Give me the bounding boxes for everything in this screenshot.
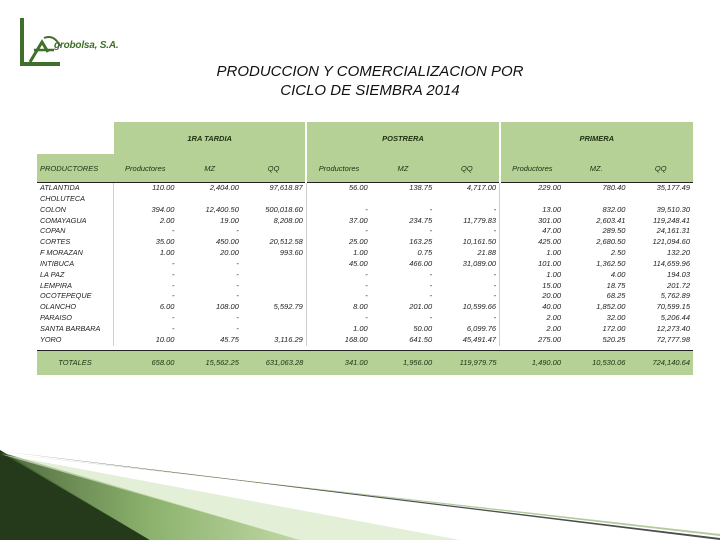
decorative-swoosh (0, 440, 720, 540)
value-cell: 50.00 (413, 323, 433, 333)
value-cell: 201.72 (667, 280, 690, 290)
group-header: 1RA TARDIA (113, 122, 306, 154)
department-name-cell: YORO (40, 334, 62, 344)
value-cell: 163.25 (409, 237, 433, 247)
value-cell: 8.00 (306, 302, 370, 313)
value-cell: 138.75 (409, 183, 433, 192)
value-cell: 5,592.79 (273, 302, 303, 312)
value-cell: 172.00 (602, 323, 626, 333)
value-cell: 1.00 (306, 248, 370, 259)
value-cell: 993.60 (279, 248, 303, 258)
column-header: Productores (500, 154, 564, 183)
page-title (150, 62, 590, 100)
value-cell: - (236, 291, 239, 301)
value-cell: 18.75 (606, 280, 626, 290)
totals-value: 658.00 (113, 350, 177, 375)
value-cell: 1.00 (500, 270, 564, 281)
value-cell: 2,404.00 (209, 183, 239, 192)
value-cell: 2.00 (500, 324, 564, 335)
value-cell (435, 194, 499, 205)
title-line-1: PRODUCCION Y COMERCIALIZACION POR (216, 63, 524, 80)
value-cell: 45.75 (220, 334, 239, 344)
value-cell: 201.00 (409, 302, 433, 312)
value-cell: 20.00 (500, 291, 564, 302)
value-cell: 24,161.31 (656, 226, 690, 236)
production-table (37, 122, 693, 375)
table-row (37, 194, 693, 205)
table-row (37, 335, 693, 346)
value-cell: - (236, 280, 239, 290)
value-cell: - (236, 269, 239, 279)
value-cell: 121,094.60 (652, 237, 690, 247)
column-header-name: PRODUCTORES (37, 154, 113, 183)
value-cell: - (306, 270, 370, 281)
value-cell: - (306, 281, 370, 292)
value-cell: - (113, 291, 177, 302)
value-cell: - (306, 291, 370, 302)
value-cell: 40.00 (500, 302, 564, 313)
department-name-cell: INTIBUCA (40, 258, 75, 268)
table-row (37, 313, 693, 324)
value-cell: - (493, 291, 497, 301)
value-cell: 6,099.76 (466, 323, 497, 333)
value-cell: 45,491.47 (462, 334, 497, 344)
value-cell: 832.00 (602, 204, 626, 214)
value-cell: 1.00 (306, 324, 370, 335)
value-cell (242, 281, 306, 292)
value-cell: 10,599.66 (462, 302, 497, 312)
value-cell (500, 194, 564, 205)
value-cell: 4.00 (610, 269, 626, 279)
value-cell: 3,116.29 (274, 334, 303, 344)
column-header-row (37, 154, 693, 183)
value-cell: 289.50 (602, 226, 626, 236)
value-cell: - (113, 259, 177, 270)
value-cell: 20,512.58 (269, 237, 303, 247)
department-name-cell: PARAISO (40, 313, 72, 323)
value-cell: 394.00 (113, 205, 177, 216)
value-cell: - (429, 291, 433, 301)
totals-value: 1,490.00 (500, 350, 564, 375)
value-cell: 68.25 (606, 291, 626, 301)
table-body (37, 183, 693, 346)
value-cell: 1,852.00 (596, 302, 626, 312)
column-header: MZ. (564, 154, 628, 183)
value-cell: 12,400.50 (205, 204, 239, 214)
value-cell: - (493, 226, 497, 236)
value-cell: - (236, 313, 239, 323)
column-header: Productores (306, 154, 370, 183)
value-cell: 35,177.49 (656, 183, 690, 192)
group-header: PRIMERA (500, 122, 693, 154)
value-cell: - (236, 323, 239, 333)
department-name-cell: CHOLUTECA (40, 193, 86, 203)
value-cell: 101.00 (500, 259, 564, 270)
value-cell (113, 194, 177, 205)
value-cell: - (493, 204, 497, 214)
value-cell: - (306, 313, 370, 324)
value-cell (371, 194, 435, 205)
value-cell: - (493, 280, 497, 290)
department-name-cell: LA PAZ (40, 269, 65, 279)
data-table (37, 122, 693, 375)
value-cell: 1,362.50 (596, 258, 626, 268)
column-header: MZ (177, 154, 241, 183)
value-cell: - (113, 313, 177, 324)
table-row (37, 281, 693, 292)
value-cell: 500,018.60 (265, 204, 303, 214)
value-cell: 4,717.00 (466, 183, 497, 192)
value-cell (242, 324, 306, 335)
value-cell: 2,680.50 (596, 237, 626, 247)
value-cell (242, 270, 306, 281)
value-cell: 780.40 (602, 183, 626, 192)
value-cell: 275.00 (500, 335, 564, 346)
column-header: QQ (628, 154, 693, 183)
value-cell: 39,510.30 (656, 204, 690, 214)
value-cell (628, 194, 693, 205)
value-cell: 15.00 (500, 281, 564, 292)
value-cell: 520.25 (602, 334, 626, 344)
table-row (37, 205, 693, 216)
value-cell: - (306, 205, 370, 216)
value-cell: 47.00 (500, 226, 564, 237)
value-cell: 45.00 (306, 259, 370, 270)
value-cell: 114,659.96 (653, 258, 690, 268)
department-name-cell: OCOTEPEQUE (40, 291, 92, 301)
value-cell: 72,777.98 (656, 334, 690, 344)
table-row (37, 226, 693, 237)
value-cell: 70,599.15 (656, 302, 690, 312)
value-cell: - (113, 226, 177, 237)
value-cell: 5,762.89 (660, 291, 690, 301)
value-cell: 132.20 (667, 248, 690, 258)
value-cell: 10,161.50 (462, 237, 497, 247)
value-cell: 234.75 (409, 215, 433, 225)
department-name-cell: LEMPIRA (40, 280, 73, 290)
value-cell: 10.00 (113, 335, 177, 346)
table-row (37, 270, 693, 281)
value-cell: - (306, 226, 370, 237)
value-cell (242, 259, 306, 270)
group-header-blank (37, 122, 113, 154)
value-cell (242, 226, 306, 237)
table-row (37, 291, 693, 302)
value-cell: - (429, 313, 433, 323)
value-cell: - (429, 204, 433, 214)
value-cell: 194.03 (667, 269, 690, 279)
value-cell: 1.00 (500, 248, 564, 259)
value-cell (242, 313, 306, 324)
value-cell: - (236, 258, 239, 268)
logo-text: grobolsa, S.A. (54, 40, 119, 51)
value-cell: 2,603.41 (596, 215, 626, 225)
value-cell: 97,618.87 (269, 183, 303, 192)
value-cell: 425.00 (500, 237, 564, 248)
value-cell: 168.00 (306, 335, 370, 346)
table-row (37, 302, 693, 313)
totals-row (37, 350, 693, 375)
department-name-cell: COPAN (40, 226, 66, 236)
column-header: QQ (242, 154, 306, 183)
value-cell: 31,089.00 (462, 258, 497, 268)
value-cell: 229.00 (500, 183, 564, 194)
totals-value: 341.00 (306, 350, 370, 375)
value-cell: 5,206.44 (660, 313, 690, 323)
value-cell: 0.75 (417, 248, 433, 258)
value-cell: 37.00 (306, 216, 370, 227)
department-name-cell: ATLANTIDA (40, 183, 80, 192)
value-cell: - (493, 313, 497, 323)
department-name-cell: COLON (40, 204, 66, 214)
department-name-cell: COMAYAGUA (40, 215, 87, 225)
value-cell: - (493, 269, 497, 279)
value-cell: 25.00 (306, 237, 370, 248)
table-row (37, 183, 693, 194)
department-name-cell: OLANCHO (40, 302, 77, 312)
totals-value: 15,562.25 (177, 350, 241, 375)
value-cell: 1.00 (113, 248, 177, 259)
totals-label: TOTALES (37, 350, 113, 375)
value-cell: - (429, 280, 433, 290)
group-header: POSTRERA (306, 122, 499, 154)
table-row (37, 324, 693, 335)
value-cell: 19.00 (220, 215, 239, 225)
value-cell: - (429, 226, 433, 236)
value-cell: 56.00 (306, 183, 370, 194)
department-name-cell: SANTA BARBARA (40, 323, 101, 333)
value-cell: 301.00 (500, 216, 564, 227)
value-cell: 8,208.00 (273, 215, 303, 225)
value-cell: 108.00 (215, 302, 239, 312)
table-row (37, 259, 693, 270)
value-cell: - (236, 226, 239, 236)
totals-value: 724,140.64 (628, 350, 693, 375)
value-cell: 11,779.83 (463, 215, 497, 225)
table-row (37, 237, 693, 248)
totals-value: 10,530.06 (564, 350, 628, 375)
value-cell (306, 194, 370, 205)
value-cell: - (113, 324, 177, 335)
table-row (37, 216, 693, 227)
value-cell: 466.00 (409, 258, 433, 268)
value-cell: 12,273.40 (656, 323, 690, 333)
value-cell: 21.88 (477, 248, 497, 258)
group-header-row (37, 122, 693, 154)
value-cell (177, 194, 241, 205)
value-cell (242, 194, 306, 205)
department-name-cell: F MORAZAN (40, 248, 83, 258)
totals-value: 631,063.28 (242, 350, 306, 375)
table-row (37, 248, 693, 259)
value-cell: 110.00 (113, 183, 177, 194)
value-cell: - (429, 269, 433, 279)
value-cell (564, 194, 628, 205)
value-cell (242, 291, 306, 302)
value-cell: 2.00 (500, 313, 564, 324)
totals-value: 1,956.00 (371, 350, 435, 375)
value-cell: 119,248.41 (653, 215, 690, 225)
column-header: QQ (435, 154, 499, 183)
title-line-2: CICLO DE SIEMBRA 2014 (280, 82, 460, 99)
value-cell: 2.00 (113, 216, 177, 227)
value-cell: 6.00 (113, 302, 177, 313)
value-cell: 20.00 (220, 248, 239, 258)
value-cell: - (113, 270, 177, 281)
value-cell: 450.00 (215, 237, 239, 247)
value-cell: - (113, 281, 177, 292)
totals-value: 119,979.75 (435, 350, 499, 375)
department-name-cell: CORTES (40, 237, 71, 247)
value-cell: 641.50 (409, 334, 433, 344)
column-header: Productores (113, 154, 177, 183)
value-cell: 2.50 (610, 248, 626, 258)
column-header: MZ (371, 154, 435, 183)
value-cell: 35.00 (113, 237, 177, 248)
value-cell: 13.00 (500, 205, 564, 216)
value-cell: 32.00 (606, 313, 626, 323)
